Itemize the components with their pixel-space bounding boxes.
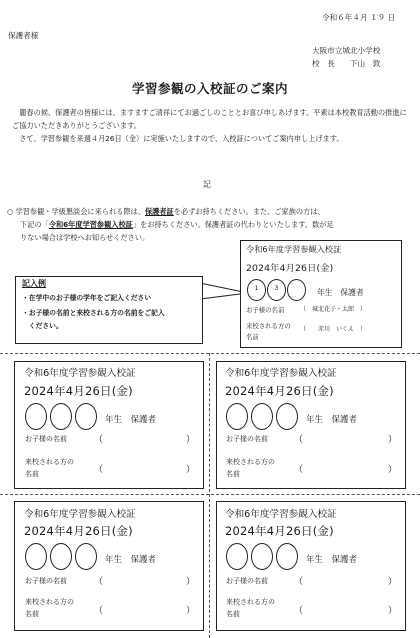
visitor-name-open-paren: （ <box>94 465 104 475</box>
visitor-name-label-2: 名前 <box>25 610 39 618</box>
visitor-name-label: 来校される方の <box>226 598 275 606</box>
cut-line-top <box>0 353 420 354</box>
example-visitor-label-2: 名前 <box>246 333 259 341</box>
school-name: 大阪市立城北小学校 <box>312 46 381 55</box>
child-name-open-paren: （ <box>294 435 304 445</box>
visitor-name-open-paren: （ <box>294 465 304 475</box>
pass-date: 2024年4月26日(金) <box>24 384 133 398</box>
note-title: 記入例 <box>22 279 46 288</box>
example-card-title: 令和6年度学習参観入校証 <box>246 244 342 254</box>
child-name-close-paren: ） <box>186 577 196 587</box>
visitor-name-close-paren: ） <box>388 606 398 616</box>
grade-circle[interactable] <box>75 543 97 570</box>
ki-heading: 記 <box>203 180 211 189</box>
pass-date: 2024年4月26日(金) <box>225 384 334 398</box>
child-name-label: お子様の名前 <box>226 577 268 585</box>
example-grade-digit-2: 3 <box>274 285 279 292</box>
greeting-paragraph: 麗春の候、保護者の皆様には、ますますご清祥にてお過ごしのこととお喜び申しあげます。平素は本校教育活動の推進にご協力いただきありがとうございます。 <box>12 108 407 130</box>
example-grade-label: 年生 保護者 <box>317 288 364 297</box>
instruction-line-1: ○ 学習参観・学級懇談会に来られる際は、保護者証を必ずお持ちください。また、ご家族の方は、 <box>7 207 325 216</box>
example-visitor-name-value: （ 赤川 いくえ ） <box>300 326 367 333</box>
grade-circle[interactable] <box>25 543 47 570</box>
pass-title: 令和6年度学習参観入校証 <box>225 368 337 379</box>
child-name-close-paren: ） <box>186 435 196 445</box>
pass-date: 2024年4月26日(金) <box>225 524 334 538</box>
visitor-name-label: 来校される方の <box>226 458 275 466</box>
note-item-names-cont: ください。 <box>22 322 63 330</box>
visitor-name-label: 来校される方の <box>25 458 74 466</box>
visitor-name-label-2: 名前 <box>226 610 240 618</box>
cut-line-vertical <box>209 353 210 638</box>
visitor-name-label-2: 名前 <box>25 470 39 478</box>
cut-line-middle <box>0 494 420 495</box>
child-name-open-paren: （ <box>294 577 304 587</box>
example-visitor-label: 来校される方の <box>246 322 291 330</box>
grade-circle[interactable] <box>226 543 248 570</box>
example-child-name-value: （ 城北花子・太郎 ） <box>300 306 367 313</box>
pass-title: 令和6年度学習参観入校証 <box>225 509 337 520</box>
grade-circle[interactable] <box>251 403 273 430</box>
example-grade-digit-1: 1 <box>254 285 259 292</box>
grade-label: 年生 保護者 <box>306 415 358 425</box>
visitor-name-close-paren: ） <box>186 465 196 475</box>
child-name-close-paren: ） <box>388 435 398 445</box>
child-name-label: お子様の名前 <box>25 577 67 585</box>
grade-label: 年生 保護者 <box>306 555 358 565</box>
grade-label: 年生 保護者 <box>105 555 157 565</box>
visitor-name-label: 来校される方の <box>25 598 74 606</box>
grade-circle[interactable] <box>75 403 97 430</box>
grade-circle[interactable] <box>50 403 72 430</box>
grade-circle[interactable] <box>276 403 298 430</box>
visitor-name-close-paren: ） <box>388 465 398 475</box>
note-item-grade: ・在学中のお子様の学年をご記入ください <box>22 294 152 302</box>
visitor-name-open-paren: （ <box>294 606 304 616</box>
recipient: 保護者様 <box>8 31 39 40</box>
grade-label: 年生 保護者 <box>105 415 157 425</box>
visitor-name-open-paren: （ <box>94 606 104 616</box>
grade-circle[interactable] <box>226 403 248 430</box>
visitor-name-label-2: 名前 <box>226 470 240 478</box>
grade-circle[interactable] <box>25 403 47 430</box>
example-child-name-label: お子様の名前 <box>246 306 285 314</box>
grade-circle[interactable] <box>251 543 273 570</box>
page-title: 学習参観の入校証のご案内 <box>131 81 288 96</box>
pass-title: 令和6年度学習参観入校証 <box>24 368 136 379</box>
announcement-paragraph: さて、学習参観を来週４月26日（金）に実施いたしますので、入校証についてご案内申し上げます。 <box>12 134 344 143</box>
principal-name: 校 長 下山 敦 <box>312 59 381 68</box>
note-item-names: ・お子様の名前と来校される方の名前をご記入 <box>22 309 165 317</box>
letter-date: 令和６年４月 １９ 日 <box>322 13 396 22</box>
example-grade-circle-3 <box>287 279 306 301</box>
child-name-close-paren: ） <box>388 577 398 587</box>
visitor-name-close-paren: ） <box>186 606 196 616</box>
grade-circle[interactable] <box>276 543 298 570</box>
pass-date: 2024年4月26日(金) <box>24 524 133 538</box>
child-name-open-paren: （ <box>94 435 104 445</box>
example-card-date: 2024年4月26日(金) <box>246 263 334 274</box>
child-name-label: お子様の名前 <box>226 435 268 443</box>
grade-circle[interactable] <box>50 543 72 570</box>
child-name-label: お子様の名前 <box>25 435 67 443</box>
instruction-line-2: 下記の「令和6年度学習参観入校証」をお持ちください。保護者証の代わりといたします。数が足 <box>20 220 334 229</box>
pass-title: 令和6年度学習参観入校証 <box>24 509 136 520</box>
instruction-line-3: りない場合は学校へお知らせください。 <box>20 233 150 242</box>
child-name-open-paren: （ <box>94 577 104 587</box>
